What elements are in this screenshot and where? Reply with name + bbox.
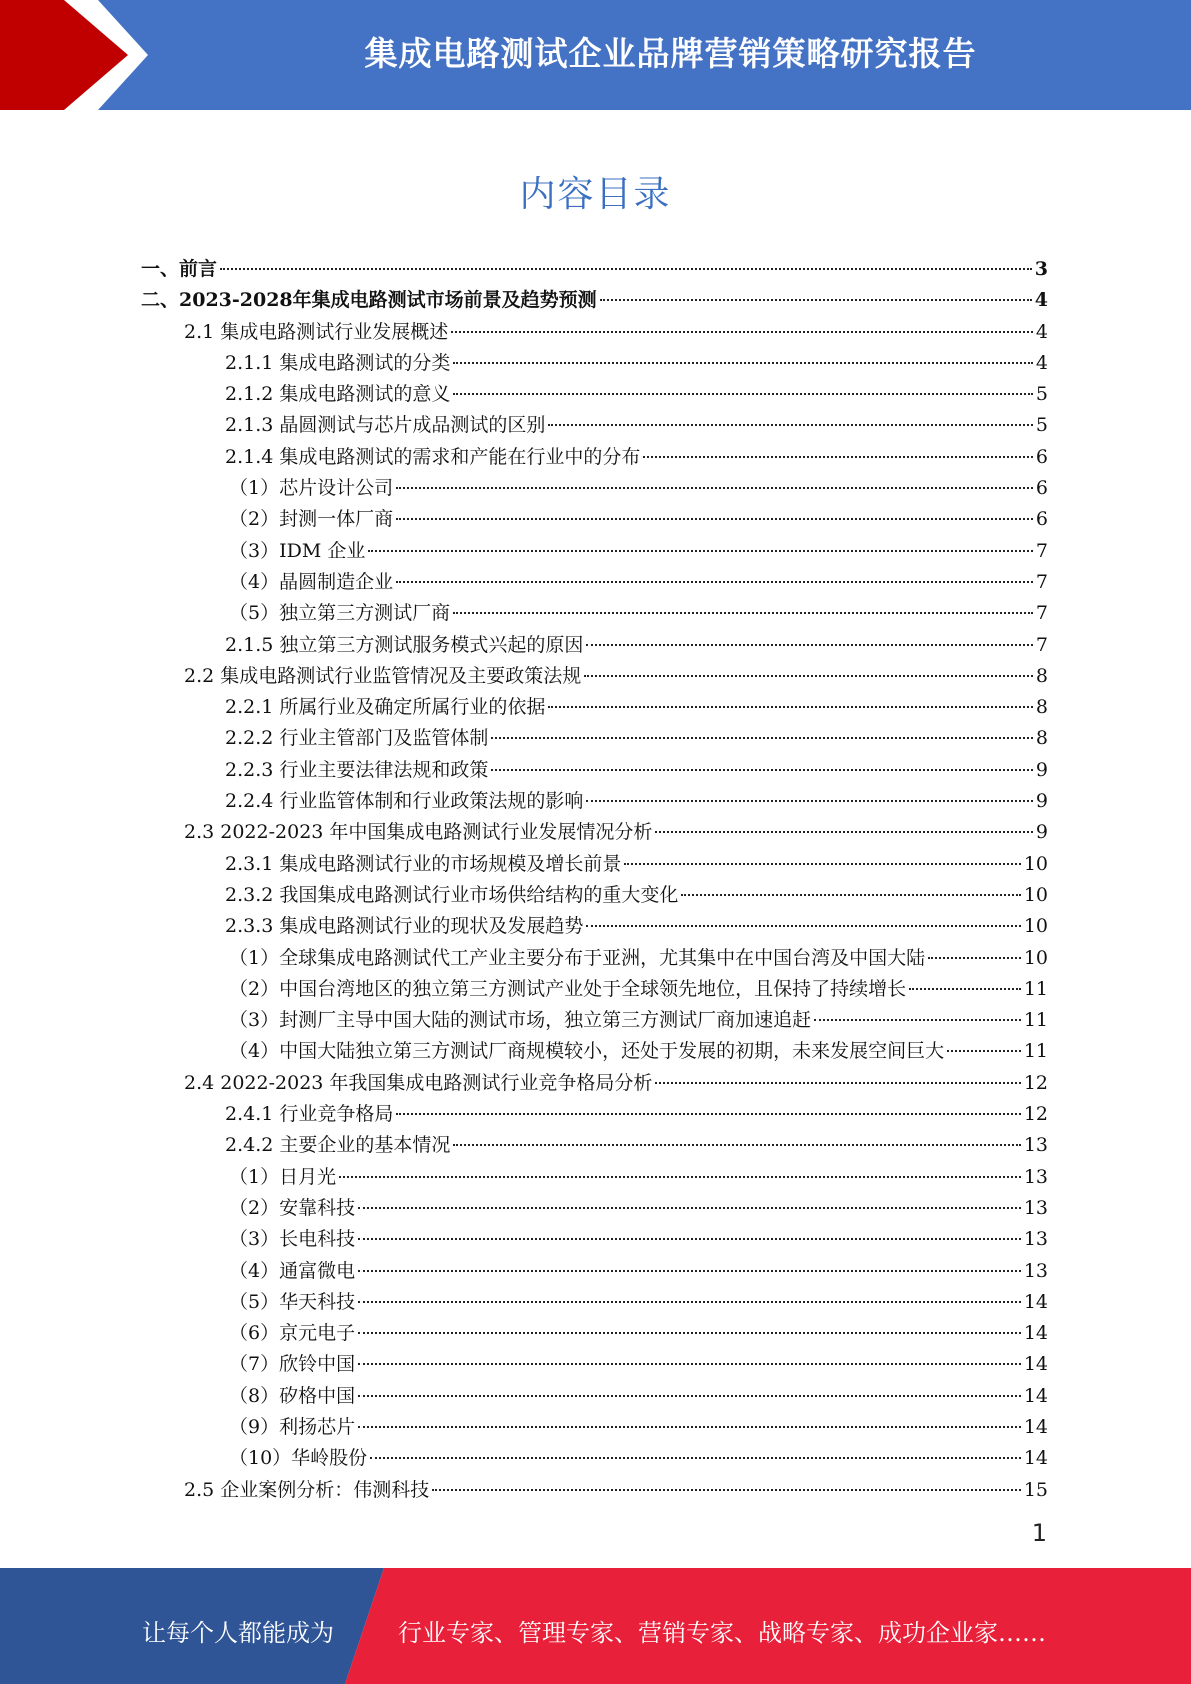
toc-entry-number: 2.1.5	[225, 633, 274, 656]
toc-entry-title: 行业竞争格局	[279, 1103, 394, 1126]
toc-entry-page: 14	[1023, 1322, 1048, 1345]
toc-entry-page: 11	[1023, 1040, 1048, 1063]
toc-entry-page: 8	[1035, 696, 1048, 719]
toc-entry-page: 11	[1023, 1009, 1048, 1032]
toc-entry[interactable]	[141, 974, 1048, 1005]
toc-dot-leader	[358, 1363, 1021, 1365]
toc-dot-leader	[396, 581, 1033, 583]
toc-entry-number: 2.2.2	[225, 727, 274, 750]
header-band	[0, 0, 1191, 110]
toc-entry-page: 13	[1023, 1228, 1048, 1251]
toc-entry-number: 2.4.2	[225, 1134, 274, 1157]
toc-dot-leader	[643, 456, 1033, 458]
toc-entry-number: 2.5	[184, 1478, 215, 1501]
toc-entry-page: 8	[1035, 664, 1048, 687]
toc-entry-page: 8	[1035, 727, 1048, 750]
toc-dot-leader	[491, 737, 1033, 739]
toc-entry-page: 7	[1035, 602, 1048, 625]
toc-entry[interactable]	[141, 1068, 1048, 1099]
toc-entry-page: 4	[1035, 320, 1048, 343]
toc-entry-page: 14	[1023, 1353, 1048, 1376]
toc-dot-leader	[624, 863, 1020, 865]
toc-entry-page: 13	[1023, 1196, 1048, 1219]
toc-dot-leader	[396, 1113, 1020, 1115]
toc-entry-title: 集成电路测试行业监管情况及主要政策法规	[220, 664, 582, 687]
toc-entry-title: 集成电路测试行业的现状及发展趋势	[279, 915, 584, 938]
toc-entry-title: 行业主要法律法规和政策	[279, 758, 489, 781]
toc-dot-leader	[681, 894, 1020, 896]
toc-entry-title: 所属行业及确定所属行业的依据	[279, 696, 546, 719]
footer-slogan-left: 让每个人都能成为	[142, 1619, 334, 1647]
toc-entry-title: 集成电路测试的意义	[279, 383, 451, 406]
toc-entry-title: （2）中国台湾地区的独立第三方测试产业处于全球领先地位，且保持了持续增长	[229, 977, 907, 1000]
toc-entry-title: （9）利扬芯片	[229, 1415, 356, 1438]
toc-entry[interactable]	[141, 817, 1048, 848]
toc-entry-number: 2.3.1	[225, 852, 274, 875]
toc-entry[interactable]	[141, 254, 1048, 285]
toc-entry-title: 2.3 2022-2023 年中国集成电路测试行业发展情况分析	[184, 821, 653, 844]
toc-dot-leader	[358, 1332, 1021, 1334]
toc-entry-title: 2.4 2022-2023 年我国集成电路测试行业竞争格局分析	[184, 1071, 653, 1094]
toc-entry-page: 15	[1023, 1478, 1048, 1501]
toc-entry-title: （4）中国大陆独立第三方测试厂商规模较小，还处于发展的初期，未来发展空间巨大	[229, 1040, 945, 1063]
toc-entry-title: 行业监管体制和行业政策法规的影响	[279, 790, 584, 813]
report-title: 集成电路测试企业品牌营销策略研究报告	[364, 34, 977, 73]
toc-entry-page: 7	[1035, 539, 1048, 562]
toc-entry-page: 9	[1035, 758, 1048, 781]
toc-dot-leader	[814, 1019, 1021, 1021]
toc-entry-page: 12	[1023, 1071, 1048, 1094]
toc-entry[interactable]	[141, 661, 1048, 692]
toc-dot-leader	[339, 1176, 1021, 1178]
toc-entry-title: 集成电路测试的分类	[279, 351, 451, 374]
toc-entry[interactable]	[141, 1287, 1048, 1318]
toc-entry[interactable]	[141, 442, 1048, 473]
toc-dot-leader	[453, 612, 1033, 614]
toc-entry[interactable]	[141, 504, 1048, 535]
toc-entry[interactable]	[141, 849, 1048, 880]
toc-dot-leader	[358, 1301, 1021, 1303]
toc-entry-page: 12	[1023, 1103, 1048, 1126]
toc-entry[interactable]	[141, 536, 1048, 567]
toc-dot-leader	[600, 299, 1032, 301]
toc-entry-title: 主要企业的基本情况	[279, 1134, 451, 1157]
header-arrow-graphic	[0, 0, 160, 110]
toc-entry-page: 10	[1023, 883, 1048, 906]
toc-entry[interactable]	[141, 317, 1048, 348]
toc-dot-leader	[358, 1207, 1021, 1209]
toc-entry[interactable]	[141, 911, 1048, 942]
toc-entry[interactable]	[141, 723, 1048, 754]
footer-banner	[0, 1568, 1191, 1684]
toc-dot-leader	[928, 957, 1021, 959]
toc-dot-leader	[220, 268, 1032, 270]
toc-entry[interactable]	[141, 1193, 1048, 1224]
toc-entry[interactable]	[141, 1224, 1048, 1255]
toc-entry-title: （3）封测厂主导中国大陆的测试市场，独立第三方测试厂商加速追赶	[229, 1009, 812, 1032]
toc-entry-title: 企业案例分析：伟测科技	[220, 1478, 430, 1501]
toc-entry-title: （4）晶圆制造企业	[229, 570, 394, 593]
footer-slogan-right: 行业专家、管理专家、营销专家、战略专家、成功企业家……	[398, 1619, 1046, 1647]
toc-entry-title: 独立第三方测试服务模式兴起的原因	[279, 633, 584, 656]
toc-entry[interactable]	[141, 630, 1048, 661]
toc-dot-leader	[368, 550, 1033, 552]
toc-entry-title: （6）京元电子	[229, 1322, 356, 1345]
page-number: 1	[1031, 1519, 1047, 1547]
toc-entry[interactable]	[141, 1475, 1048, 1506]
table-of-contents	[141, 254, 1048, 1506]
toc-dot-leader	[396, 487, 1033, 489]
toc-entry-number: 2.2.4	[225, 790, 274, 813]
toc-entry[interactable]	[141, 692, 1048, 723]
toc-entry[interactable]	[141, 1256, 1048, 1287]
toc-dot-leader	[358, 1270, 1021, 1272]
toc-entry-title: 一、前言	[141, 258, 218, 280]
toc-entry-title: 二、2023-2028年集成电路测试市场前景及趋势预测	[141, 289, 597, 312]
toc-entry[interactable]	[141, 410, 1048, 441]
toc-entry-page: 9	[1035, 821, 1048, 844]
toc-entry-title: （4）通富微电	[229, 1259, 356, 1282]
toc-entry[interactable]	[141, 285, 1048, 316]
toc-dot-leader	[358, 1238, 1021, 1240]
toc-dot-leader	[432, 1489, 1021, 1491]
toc-entry-page: 10	[1023, 915, 1048, 938]
toc-dot-leader	[358, 1426, 1021, 1428]
toc-entry[interactable]	[141, 473, 1048, 504]
toc-dot-leader	[548, 424, 1033, 426]
toc-entry-page: 6	[1035, 477, 1048, 500]
toc-heading: 内容目录	[519, 174, 672, 215]
toc-entry-page: 6	[1035, 508, 1048, 531]
toc-entry-page: 7	[1035, 633, 1048, 656]
toc-entry-number: 2.1.2	[225, 383, 274, 406]
toc-entry-number: 2.1.3	[225, 414, 274, 437]
toc-entry-title: （1）全球集成电路测试代工产业主要分布于亚洲，尤其集中在中国台湾及中国大陆	[229, 946, 926, 969]
toc-entry-title: （3）长电科技	[229, 1228, 356, 1251]
toc-entry-page: 10	[1023, 946, 1048, 969]
toc-entry[interactable]	[141, 1318, 1048, 1349]
toc-entry-page: 14	[1023, 1447, 1048, 1470]
toc-entry[interactable]	[141, 348, 1048, 379]
toc-entry-title: （5）华天科技	[229, 1290, 356, 1313]
toc-entry[interactable]	[141, 943, 1048, 974]
toc-entry-title: （8）矽格中国	[229, 1384, 356, 1407]
toc-entry-number: 2.3.3	[225, 915, 274, 938]
toc-entry-page: 7	[1035, 570, 1048, 593]
toc-entry-title: 行业主管部门及监管体制	[279, 727, 489, 750]
toc-dot-leader	[584, 675, 1033, 677]
toc-entry-number: 2.2	[184, 664, 215, 687]
toc-dot-leader	[586, 800, 1033, 802]
toc-entry-page: 14	[1023, 1415, 1048, 1438]
toc-entry-page: 6	[1035, 445, 1048, 468]
toc-entry-number: 2.1	[184, 320, 215, 343]
toc-entry[interactable]	[141, 379, 1048, 410]
toc-dot-leader	[655, 831, 1032, 833]
toc-entry[interactable]	[141, 567, 1048, 598]
toc-dot-leader	[491, 769, 1033, 771]
toc-entry-title: （7）欣铃中国	[229, 1353, 356, 1376]
toc-entry-number: 2.2.3	[225, 758, 274, 781]
toc-entry-page: 14	[1023, 1290, 1048, 1313]
toc-dot-leader	[586, 925, 1020, 927]
toc-entry[interactable]	[141, 1349, 1048, 1380]
toc-entry-page: 9	[1035, 790, 1048, 813]
toc-entry-page: 13	[1023, 1134, 1048, 1157]
toc-dot-leader	[451, 331, 1033, 333]
toc-entry-page: 13	[1023, 1165, 1048, 1188]
toc-entry[interactable]	[141, 1443, 1048, 1474]
toc-entry-title: （5）独立第三方测试厂商	[229, 602, 451, 625]
toc-dot-leader	[548, 706, 1033, 708]
toc-entry[interactable]	[141, 1036, 1048, 1067]
toc-entry-page: 4	[1034, 289, 1048, 312]
toc-entry-page: 5	[1035, 383, 1048, 406]
toc-dot-leader	[586, 644, 1033, 646]
toc-entry-number: 2.1.1	[225, 351, 274, 374]
toc-dot-leader	[453, 362, 1033, 364]
toc-dot-leader	[370, 1457, 1021, 1459]
toc-entry-title: 集成电路测试的需求和产能在行业中的分布	[279, 445, 641, 468]
toc-entry-title: （10）华岭股份	[229, 1447, 368, 1470]
toc-entry-title: （1）日月光	[229, 1165, 337, 1188]
toc-dot-leader	[947, 1050, 1021, 1052]
toc-entry-title: （2）安靠科技	[229, 1196, 356, 1219]
toc-dot-leader	[909, 988, 1021, 990]
toc-entry-page: 14	[1023, 1384, 1048, 1407]
toc-dot-leader	[655, 1082, 1020, 1084]
toc-entry-page: 13	[1023, 1259, 1048, 1282]
toc-entry[interactable]	[141, 786, 1048, 817]
toc-entry[interactable]	[141, 1130, 1048, 1161]
toc-entry-title: （2）封测一体厂商	[229, 508, 394, 531]
toc-entry-page: 11	[1023, 977, 1048, 1000]
toc-entry-title: （3）IDM 企业	[229, 539, 366, 562]
toc-entry-title: 我国集成电路测试行业市场供给结构的重大变化	[279, 883, 679, 906]
toc-entry-number: 2.4.1	[225, 1103, 274, 1126]
toc-entry-page: 3	[1034, 258, 1048, 280]
toc-entry-title: 集成电路测试行业的市场规模及增长前景	[279, 852, 622, 875]
toc-entry-page: 5	[1035, 414, 1048, 437]
toc-entry[interactable]	[141, 598, 1048, 629]
toc-dot-leader	[396, 518, 1033, 520]
toc-entry-page: 10	[1023, 852, 1048, 875]
toc-dot-leader	[453, 393, 1033, 395]
toc-entry-title: （1）芯片设计公司	[229, 477, 394, 500]
toc-entry[interactable]	[141, 1162, 1048, 1193]
toc-entry-title: 晶圆测试与芯片成品测试的区别	[279, 414, 546, 437]
toc-dot-leader	[358, 1395, 1021, 1397]
toc-entry[interactable]	[141, 1099, 1048, 1130]
toc-entry[interactable]	[141, 755, 1048, 786]
toc-entry-number: 2.2.1	[225, 696, 274, 719]
toc-entry[interactable]	[141, 1381, 1048, 1412]
toc-entry-page: 4	[1035, 351, 1048, 374]
toc-dot-leader	[453, 1144, 1020, 1146]
toc-entry[interactable]	[141, 1412, 1048, 1443]
toc-entry-title: 集成电路测试行业发展概述	[220, 320, 449, 343]
toc-entry-number: 2.3.2	[225, 883, 274, 906]
toc-entry[interactable]	[141, 880, 1048, 911]
toc-entry[interactable]	[141, 1005, 1048, 1036]
toc-entry-number: 2.1.4	[225, 445, 274, 468]
